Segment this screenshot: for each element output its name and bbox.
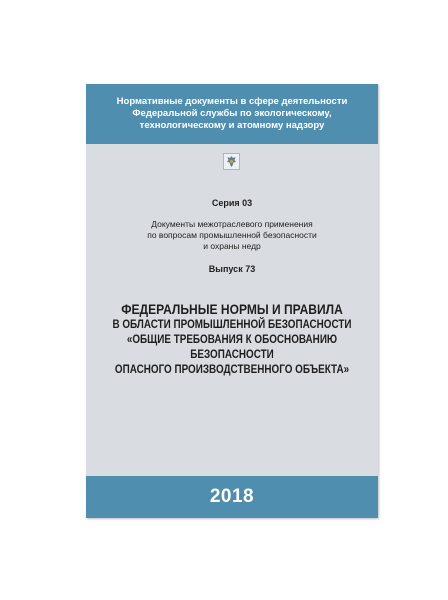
book-cover	[86, 84, 378, 518]
documents-line: по вопросам промышленной безопасности	[147, 230, 317, 240]
document-title	[106, 301, 357, 378]
title-line: ФЕДЕРАЛЬНЫЕ НОРМЫ И ПРАВИЛА	[121, 301, 343, 317]
publication-year: 2018	[209, 486, 255, 507]
documents-line: и охраны недр	[203, 241, 261, 251]
header-line: технологическому и атомному надзору	[139, 120, 325, 131]
documents-line: Документы межотраслевого применения	[151, 219, 313, 229]
header-line: Федеральной службы по экологическому,	[132, 108, 332, 119]
title-line: «ОБЩИЕ ТРЕБОВАНИЯ К ОБОСНОВАНИЮ БЕЗОПАСНОСТИ	[126, 334, 338, 361]
header-band	[86, 84, 378, 144]
title-line: В ОБЛАСТИ ПРОМЫШЛЕННОЙ БЕЗОПАСНОСТИ	[112, 319, 352, 331]
title-line: ОПАСНОГО ПРОИЗВОДСТВЕННОГО ОБЪЕКТА»	[114, 364, 350, 376]
footer-band	[86, 476, 378, 518]
documents-description	[86, 219, 378, 252]
double-headed-eagle-emblem-icon	[223, 153, 240, 170]
series-label: Серия 03	[211, 198, 253, 208]
issue-label: Выпуск 73	[208, 264, 256, 274]
header-line: Нормативные документы в сфере деятельности	[116, 96, 348, 107]
